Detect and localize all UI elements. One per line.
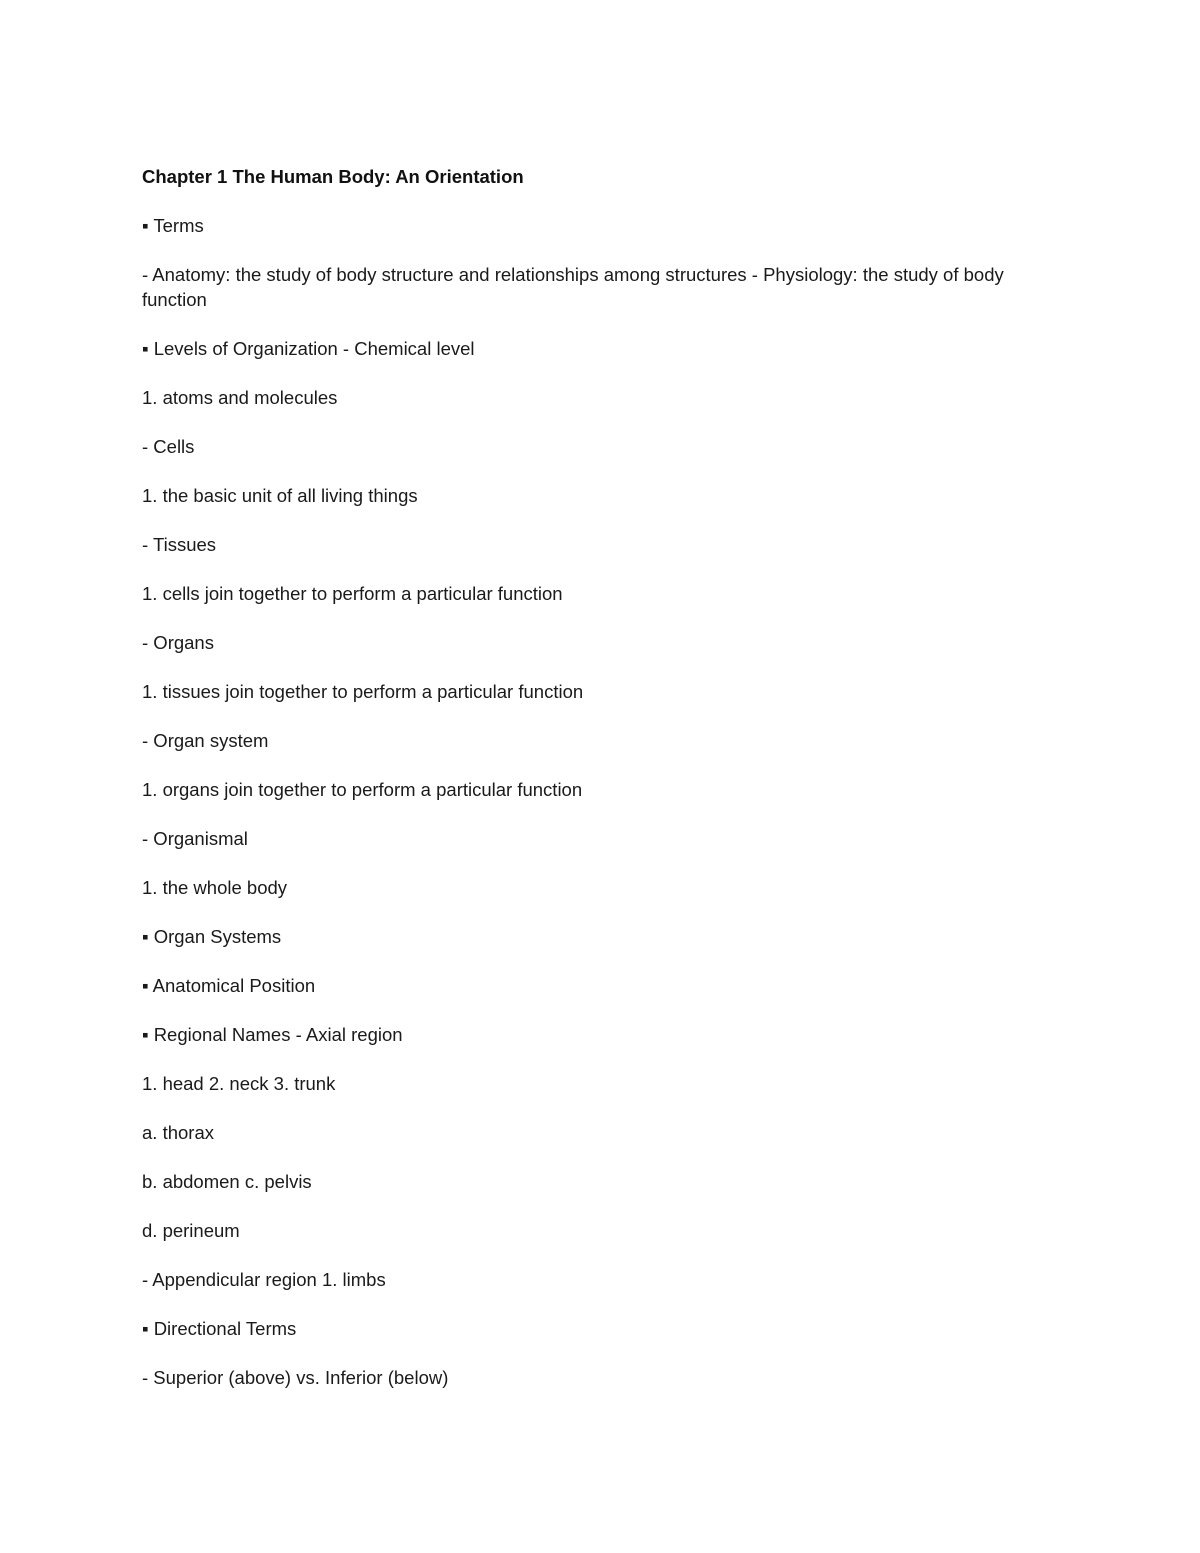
paragraph: ▪ Regional Names - Axial region (142, 1024, 403, 1045)
paragraph: - Organismal (142, 828, 248, 849)
paragraph: 1. organs join together to perform a particular function (142, 779, 583, 800)
paragraph: 1. atoms and molecules (142, 387, 338, 408)
paragraph: a. thorax (142, 1122, 214, 1143)
paragraph: 1. the basic unit of all living things (142, 485, 418, 506)
paragraph: 1. tissues join together to perform a particular function (142, 681, 584, 702)
paragraph: ▪ Organ Systems (142, 926, 282, 947)
paragraph: - Cells (142, 436, 195, 457)
paragraph: ▪ Anatomical Position (142, 975, 316, 996)
document-body (142, 164, 1062, 1414)
paragraph: - Organs (142, 632, 214, 653)
paragraph: - Superior (above) vs. Inferior (below) (142, 1367, 449, 1388)
paragraph: - Tissues (142, 534, 217, 555)
paragraph: b. abdomen c. pelvis (142, 1171, 312, 1192)
paragraph: ▪ Levels of Organization - Chemical level (142, 338, 475, 359)
paragraph: 1. head 2. neck 3. trunk (142, 1073, 336, 1094)
chapter-title: Chapter 1 The Human Body: An Orientation (142, 166, 524, 187)
paragraph: - Organ system (142, 730, 269, 751)
paragraph: d. perineum (142, 1220, 240, 1241)
paragraph: 1. the whole body (142, 877, 288, 898)
paragraph: ▪ Directional Terms (142, 1318, 297, 1339)
paragraph: - Anatomy: the study of body structure and relationships among structures - Physiology: the study of body function (142, 264, 1004, 310)
paragraph: ▪ Terms (142, 215, 204, 236)
paragraph: - Appendicular region 1. limbs (142, 1269, 386, 1290)
paragraph: 1. cells join together to perform a particular function (142, 583, 563, 604)
